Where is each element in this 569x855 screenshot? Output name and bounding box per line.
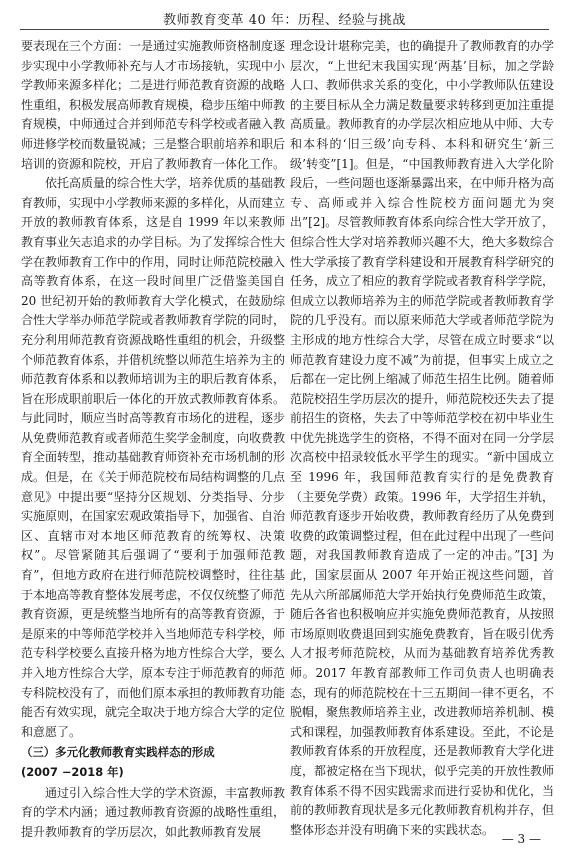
running-header-title: 教师教育变革 40 年：历程、经验与挑战 bbox=[163, 13, 406, 28]
paragraph: 理念设计堪称完美，也的确提升了教师教育的办学层次，“上世纪末我国实现‘两基’目标，加之学龄人口、教师供求关系的变化，中小学教师队伍建设的主要目标从全力满足数量要求转移到更加注重提高质量。教师教育的办学层次相应地从中师、大专和本科的‘旧三级’向专科、本科和研究生‘新三级’转变”[1]。但是，“中国教师教育进入大学化阶段后，一些问题也逐渐暴露出来，在中师升格为高专、高师或并入综合性院校方面问题尤为突出”[2]。尽管教师教育体系向综合性大学开放了，但综合性大学对培养教师兴趣不大，绝大多数综合性大学承接了教育学科建设和开展教育科学研究的任务，成立了相应的教育学院或者教育科学学院，但成立以教师培养为主的师范学院或者教师教育学院的几乎没有。而以原来师范大学或者师范学院为主形成的地方性综合大学，尽管在成立时要求“以师范教育建设力度不减”为前提，但事实上成立之后都在一定比例上缩减了师范生招生比例。随着师范院校招生学历层次的提升，师范院校还失去了提前招生的资格，失去了中等师范学校在初中毕业生中优先挑选学生的资格，不得不面对在同一分学层次高校中招录较低水平学生的现实。“新中国成立至 1996 年，我国师范教育实行的是免费教育（主要免学费）政策。1996 年，大学招生并轨，师范教育逐步开始收费，教师教育经历了从免费到收费的政策调整过程，但在此过程中出现了一些问题，对我国教师教育造成了一定的冲击。”[3] 为此，国家层面从 2007 年开始正视这些问题，首先从六所部属师范大学开始执行免费师范生政策，随后各省也积极响应并实施免费师范教育，从按照市场原则收费退回到实施免费教育，旨在吸引优秀人才报考师范院校，从而为基础教育培养优秀教师。2017 年教育部教师工作司负责人也明确表态，现有的师范院校在十三五期间一律不更名，不脱帽，聚焦教师培养主业，改进教师培养机制、模式和课程，加强教师教育体系建设。至此，不论是教师教育体系的开放程度，还是教师教育大学化进度，都被定格在当下现状，似乎完美的开放性教师教育体系不得不因实践需求而进行妥协和优化，当前的教师教育现状是多元化教师教育机构并存，但整体形态并没有明确下来的实践状态。 bbox=[290, 39, 555, 837]
paragraph: 通过引入综合性大学的学术资源，丰富教师教育的学术内涵；通过教师教育资源的战略性重组，提升教师教育的学历层次，如此教师教育发展 bbox=[21, 785, 286, 839]
right-column bbox=[290, 37, 554, 840]
paragraph: 依托高质量的综合性大学，培养优质的基础教育教师，实现中小学教师来源的多样化，从而建立开放的教师教育体系，这是自 1999 年以来教师教育事业矢志追求的办学目标。为了发挥综合性大学在教师教育工作中的作用，同时让师范院校融入高等教育体系，在这一段时间里广泛借鉴美国自 20 世纪初开始的教师教育大学化模式，在鼓励综合性大学举办师范学院或者教师教育学院的同时，充分利用师范教育资源战略性重组的机会，升级整个师范教育体系，并借机统整以师范生培养为主的师范教育体系和以教师培训为主的职后教育体系，旨在形成职前职后一体化的开放式教师教育体系。与此同时，顺应当时高等教育市场化的进程，逐步从免费师范教育或者师范生奖学金制度，向收费教育全面转型，推动基础教育师资补充市场机制的形成。但是，在《关于师范院校布局结构调整的几点意见》中提出要“坚持分区规划、分类指导、分步实施原则，在国家宏观政策指导下，加强省、自治区、直辖市对本地区师范教育的统筹权、决策权”。尽管紧随其后强调了“要利于加强师范教育”，但地方政府在进行师范院校调整时，往往基于本地高等教育整体发展考虑，不仅仅统整了师范教育资源，更是统整当地所有的高等教育资源，于是原来的中等师范学校并入当地师范专科学校，师范专科学校要么直接升格为地方性综合大学，要么并入地方性综合大学，原本专注于师范教育的师范专科院校没有了，而他们原本承担的教师教育功能能否有效实现，就完全取决于地方综合大学的定位和意愿了。 bbox=[21, 176, 286, 739]
page-number: — 3 — bbox=[501, 832, 541, 846]
section-heading bbox=[21, 743, 285, 782]
paragraph: 要表现在三个方面：一是通过实施教师资格制度逐步实现中小学教师补充与人才市场接轨，实现中小学教师来源多样化；二是进行师范教育资源的战略性重组，积极发展高师教育规模，稳步压缩中师教育规模，中师通过合并到师范专科学校或者融入教师进修学校而数量锐减；三是整合职前培养和职后培训的资源和院校，开启了教师教育一体化工作。 bbox=[21, 39, 286, 171]
left-column bbox=[21, 37, 285, 842]
header-rule bbox=[20, 29, 549, 30]
section-heading-title: （三）多元化教师教育实践样态的形成 bbox=[21, 745, 215, 760]
section-heading-period: (2007 −2018 年) bbox=[21, 764, 124, 779]
running-header bbox=[0, 0, 569, 34]
